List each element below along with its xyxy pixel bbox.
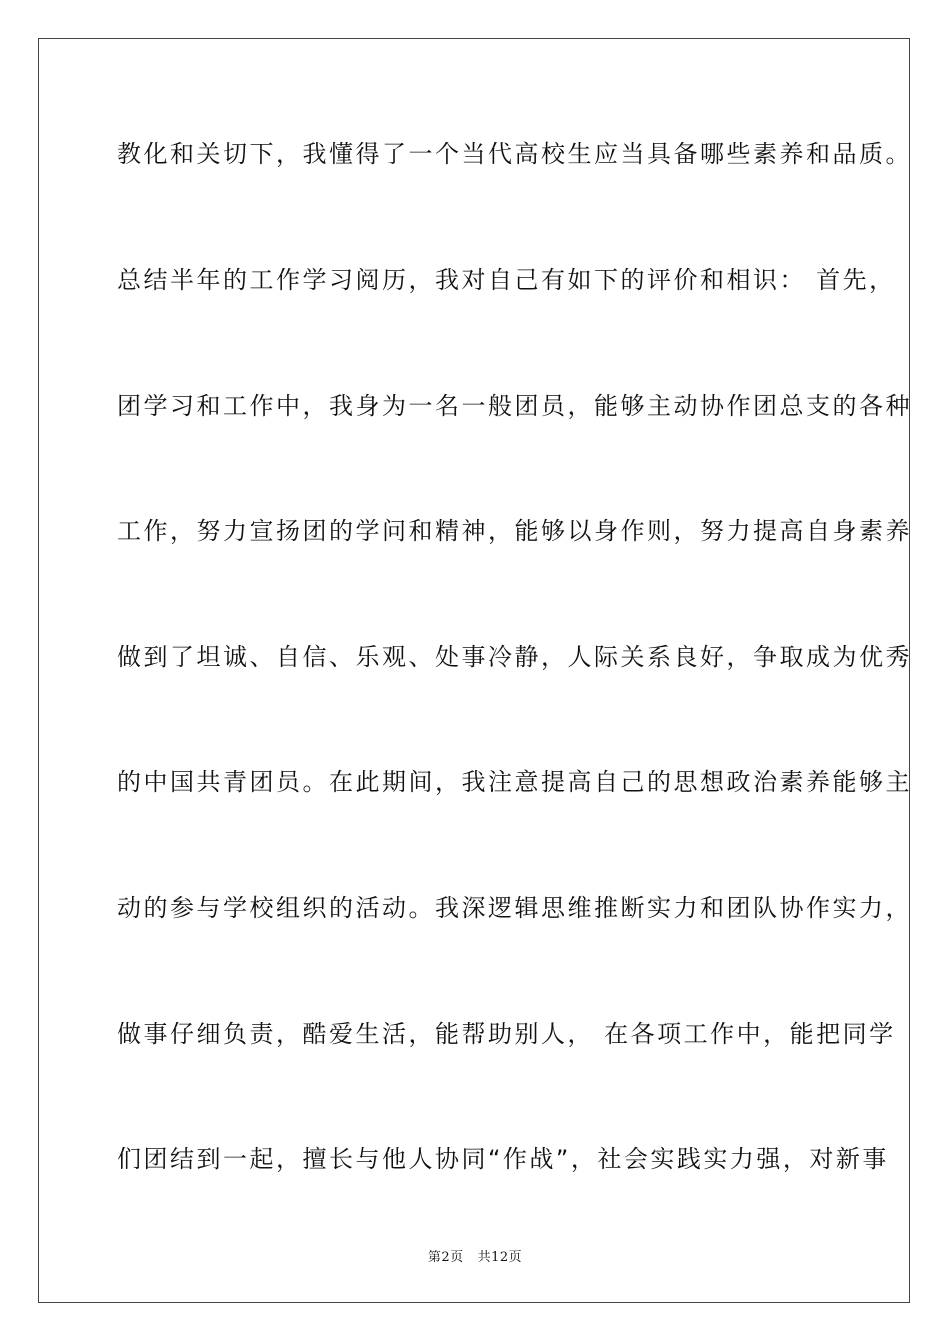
body-text-line-1: 教化和关切下，我懂得了一个当代高校生应当具备哪些素养和品质。 [117,140,912,168]
page-number: 第2页 [427,1250,464,1265]
body-text-line-4: 工作，努力宣扬团的学问和精神，能够以身作则，努力提高自身素养 [117,517,912,545]
body-text-line-8: 做事仔细负责，酷爱生活，能帮助别人， 在各项工作中，能把同学 [117,1020,896,1048]
body-text-line-9: 们团结到一起，擅长与他人协同“作战”，社会实践实力强，对新事 [117,1145,889,1173]
body-text-line-7: 动的参与学校组织的活动。我深逻辑思维推断实力和团队协作实力， [117,894,912,922]
body-text-line-2: 总结半年的工作学习阅历，我对自己有如下的评价和相识： 首先， [117,266,896,294]
body-text-line-3: 团学习和工作中，我身为一名一般团员，能够主动协作团总支的各种 [117,392,912,420]
body-text-line-5: 做到了坦诚、自信、乐观、处事冷静，人际关系良好，争取成为优秀 [117,643,912,671]
body-text-line-6: 的中国共青团员。在此期间，我注意提高自己的思想政治素养能够主 [117,768,912,796]
page-total: 共12页 [477,1250,523,1265]
page-footer [0,1246,950,1265]
